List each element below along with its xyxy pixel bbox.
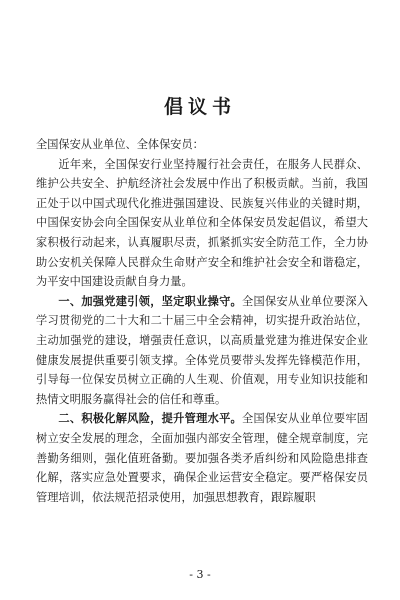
paragraph-party-building-text: 全国保安从业单位要深入学习贯彻党的二十大和二十届三中全会精神，切实提升政治站位，主动加强党的建设，增强责任意识，以高质量党建为推进保安企业健康发展提供重要引领支撑。全体党员要带头发挥先锋模范作用，引导每一位保安员树立正确的人生观、价值观，用专业知识技能和热情文明服务赢得社会的信任和尊重。 — [36, 294, 368, 406]
document-body — [36, 135, 368, 507]
document-title: 倡议书 — [163, 96, 236, 118]
paragraph-risk-management-heading: 二、积极化解风险，提升管理水平。 — [58, 412, 243, 426]
paragraph-risk-management — [36, 409, 368, 507]
paragraph-risk-management-text: 全国保安从业单位要牢固树立安全发展的理念，全面加强内部安全管理，健全规章制度，完善勤务细则，强化值班备勤。要加强各类矛盾纠纷和风险隐患排查化解，落实应急处置要求，确保企业运营安全稳定。要严格保安员管理培训，依法规范招录使用，加强思想教育，跟踪履职 — [36, 412, 368, 504]
page-number: - 3 - — [189, 568, 211, 581]
paragraph-party-building-heading: 一、加强党建引领，坚定职业操守。 — [58, 294, 243, 308]
salutation: 全国保安从业单位、全体保安员： — [36, 138, 204, 151]
paragraph-intro-text: 近年来，全国保安行业坚持履行社会责任，在服务人民群众、维护公共安全、护航经济社会发展中作出了积极贡献。当前，我国正处于以中国式现代化推进强国建设、民族复兴伟业的关键时期，中国保安协会向全国保安从业单位和全体保安员发起倡议，希望大家积极行动起来，认真履职尽责，抓紧抓实安全防范工作，全力协助公安机关保障人民群众生命财产安全和维护社会安全和谐稳定，为平安中国建设贡献自身力量。 — [36, 157, 368, 289]
paragraph-intro — [36, 155, 368, 292]
paragraph-party-building — [36, 292, 368, 410]
